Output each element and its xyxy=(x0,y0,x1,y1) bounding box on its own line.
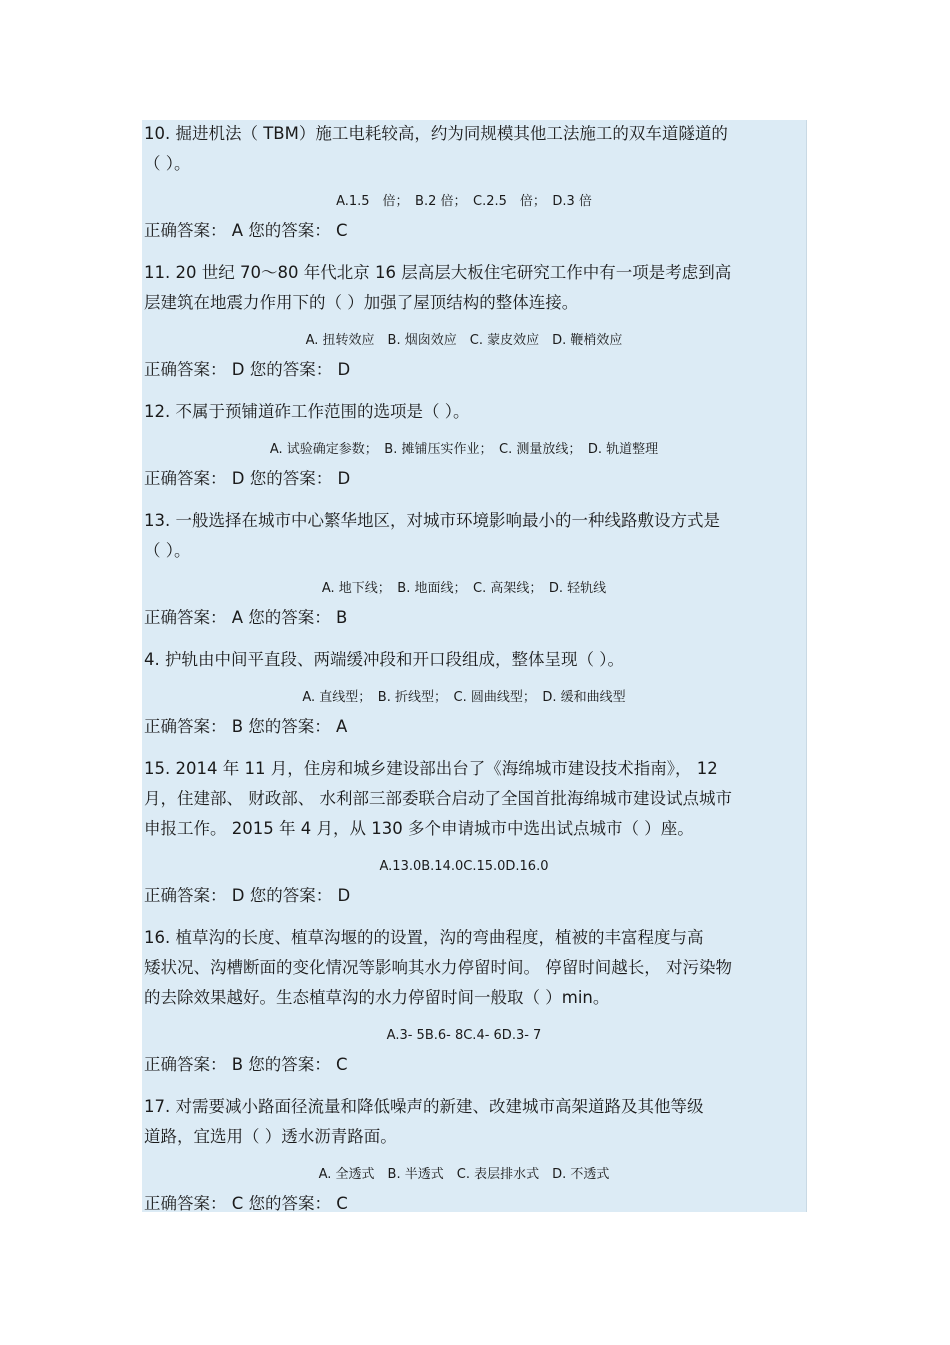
question-11-text-line-1: 11. 20 世纪 70～80 年代北京 16 层高层大板住宅研究工作中有一项是考虑到高 xyxy=(144,263,732,282)
question-17-text-line-1: 17. 对需要减小路面径流量和降低噪声的新建、改建城市高架道路及其他等级 xyxy=(144,1097,704,1116)
question-12-options: A. 试验确定参数； B. 摊铺压实作业； C. 测量放线； D. 轨道整理 xyxy=(269,442,659,457)
question-17-answer: 正确答案： C 您的答案： C xyxy=(144,1194,348,1213)
question-10-options: A.1.5 倍； B.2 倍； C.2.5 倍； D.3 倍 xyxy=(336,194,592,209)
question-13-options: A. 地下线； B. 地面线； C. 高架线； D. 轻轨线 xyxy=(321,581,607,596)
question-11-text-line-2: 层建筑在地震力作用下的（ ）加强了屋顶结构的整体连接。 xyxy=(144,293,579,312)
question-4-options: A. 直线型； B. 折线型； C. 圆曲线型； D. 缓和曲线型 xyxy=(302,690,626,705)
question-13-text-line-2: （ ）。 xyxy=(144,541,191,560)
question-15-text-line-1: 15. 2014 年 11 月，住房和城乡建设部出台了《海绵城市建设技术指南》， 12 xyxy=(144,759,718,778)
question-10-text-line-1: 10. 掘进机法（ TBM）施工电耗较高，约为同规模其他工法施工的双车道隧道的 xyxy=(144,124,728,143)
question-16-text-line-2: 矮状况、沟槽断面的变化情况等影响其水力停留时间。 停留时间越长， 对污染物 xyxy=(144,958,732,977)
question-10-text-line-2: （ ）。 xyxy=(144,154,191,173)
question-11-options: A. 扭转效应 B. 烟囱效应 C. 蒙皮效应 D. 鞭梢效应 xyxy=(305,333,623,348)
question-16-options: A.3- 5B.6- 8C.4- 6D.3- 7 xyxy=(386,1028,542,1043)
question-16-text-line-1: 16. 植草沟的长度、植草沟堰的的设置，沟的弯曲程度，植被的丰富程度与高 xyxy=(144,928,704,947)
question-4-text-line-1: 4. 护轨由中间平直段、两端缓冲段和开口段组成，整体呈现（ ）。 xyxy=(144,650,624,669)
question-17-options: A. 全透式 B. 半透式 C. 表层排水式 D. 不透式 xyxy=(318,1167,610,1182)
question-12-text-line-1: 12. 不属于预铺道砟工作范围的选项是（ ）。 xyxy=(144,402,470,421)
question-15-options: A.13.0B.14.0C.15.0D.16.0 xyxy=(379,859,549,874)
question-16-answer: 正确答案： B 您的答案： C xyxy=(144,1055,348,1074)
question-16-text-line-3: 的去除效果越好。生态植草沟的水力停留时间一般取（ ）min。 xyxy=(144,988,610,1007)
question-17-text-line-2: 道路，宜选用（ ）透水沥青路面。 xyxy=(144,1127,397,1146)
question-13-answer: 正确答案： A 您的答案： B xyxy=(144,608,348,627)
question-4-answer: 正确答案： B 您的答案： A xyxy=(144,717,348,736)
question-15-text-line-3: 申报工作。 2015 年 4 月，从 130 多个申请城市中选出试点城市（ ）座。 xyxy=(144,819,694,838)
question-11-answer: 正确答案： D 您的答案： D xyxy=(144,360,351,379)
question-15-text-line-2: 月，住建部、 财政部、 水利部三部委联合启动了全国首批海绵城市建设试点城市 xyxy=(144,789,732,808)
question-12-answer: 正确答案： D 您的答案： D xyxy=(144,469,351,488)
question-15-answer: 正确答案： D 您的答案： D xyxy=(144,886,351,905)
question-13-text-line-1: 13. 一般选择在城市中心繁华地区，对城市环境影响最小的一种线路敷设方式是 xyxy=(144,511,720,530)
question-10-answer: 正确答案： A 您的答案： C xyxy=(144,221,348,240)
